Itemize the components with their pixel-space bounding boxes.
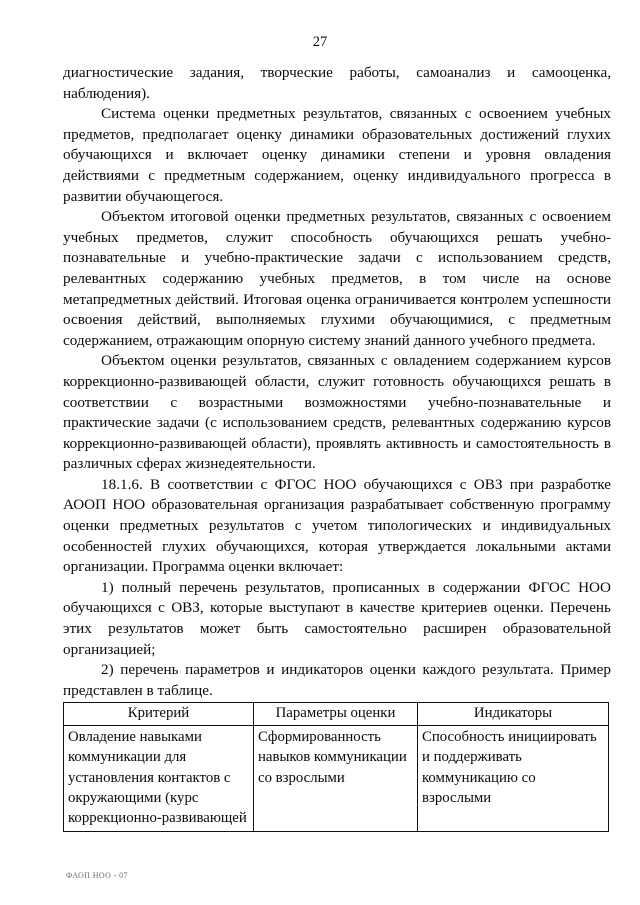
paragraph-continuation: диагностические задания, творческие работы, самоанализ и самооценка, наблюдения).	[63, 64, 611, 102]
table-cell-criterion: Овладение навыками коммуникации для установления контактов с окружающими (курс коррекционно-развивающей	[64, 725, 254, 831]
document-body	[63, 63, 611, 832]
footer-document-code: ФАОП НОО - 07	[66, 871, 128, 880]
column-header-indicators: Индикаторы	[418, 703, 609, 725]
table-cell-indicators: Способность инициировать и поддерживать коммуникацию со взрослыми	[418, 725, 609, 831]
list-item-1: 1) полный перечень результатов, прописанных в содержании ФГОС НОО обучающихся с ОВЗ, которые выступают в качестве критериев оценки. Перечень этих результатов может быть самостоятельно расширен образовательной организацией;	[63, 578, 611, 658]
paragraph: Объектом оценки результатов, связанных с овладением содержанием курсов коррекционно-развивающей области, служит готовность обучающихся решать в соответствии с возрастными возможностями учебно-познавательные и практические задачи (с использованием средств, релевантных содержанию курсов коррекционно-развивающей области), проявлять активность и самостоятельность в различных сферах жизнедеятельности.	[63, 352, 611, 473]
list-item-2: 2) перечень параметров и индикаторов оценки каждого результата. Пример представлен в таблице.	[63, 661, 611, 699]
table-cell-parameters: Сформированность навыков коммуникации со взрослыми	[254, 725, 418, 831]
evaluation-table	[63, 702, 609, 831]
column-header-criterion: Критерий	[64, 703, 254, 725]
column-header-parameters: Параметры оценки	[254, 703, 418, 725]
paragraph: Система оценки предметных результатов, связанных с освоением учебных предметов, предполагает оценку динамики образовательных достижений глухих обучающихся и включает оценку динамики степени и уровня овладения действиями с предметным содержанием, оценку индивидуального прогресса в развитии обучающегося.	[63, 105, 611, 205]
table-header-row	[64, 703, 609, 725]
page-number: 27	[312, 34, 328, 50]
table-row	[64, 725, 609, 831]
paragraph: Объектом итоговой оценки предметных результатов, связанных с освоением учебных предметов, служит способность обучающихся решать учебно-познавательные и учебно-практические задачи с использованием средств, релевантных содержанию учебных предметов, в том числе на основе метапредметных действий. Итоговая оценка ограничивается контролем успешности освоения действий, выполняемых глухими обучающимися, с предметным содержанием, отражающим опорную систему знаний данного учебного предмета.	[63, 208, 611, 349]
paragraph-section-18-1-6: 18.1.6. В соответствии с ФГОС НОО обучающихся с ОВЗ при разработке АООП НОО образовательная организация разрабатывает собственную программу оценки предметных результатов с учетом типологических и индивидуальных особенностей глухих обучающихся, которая утверждается локальными актами организации. Программа оценки включает:	[63, 475, 611, 576]
